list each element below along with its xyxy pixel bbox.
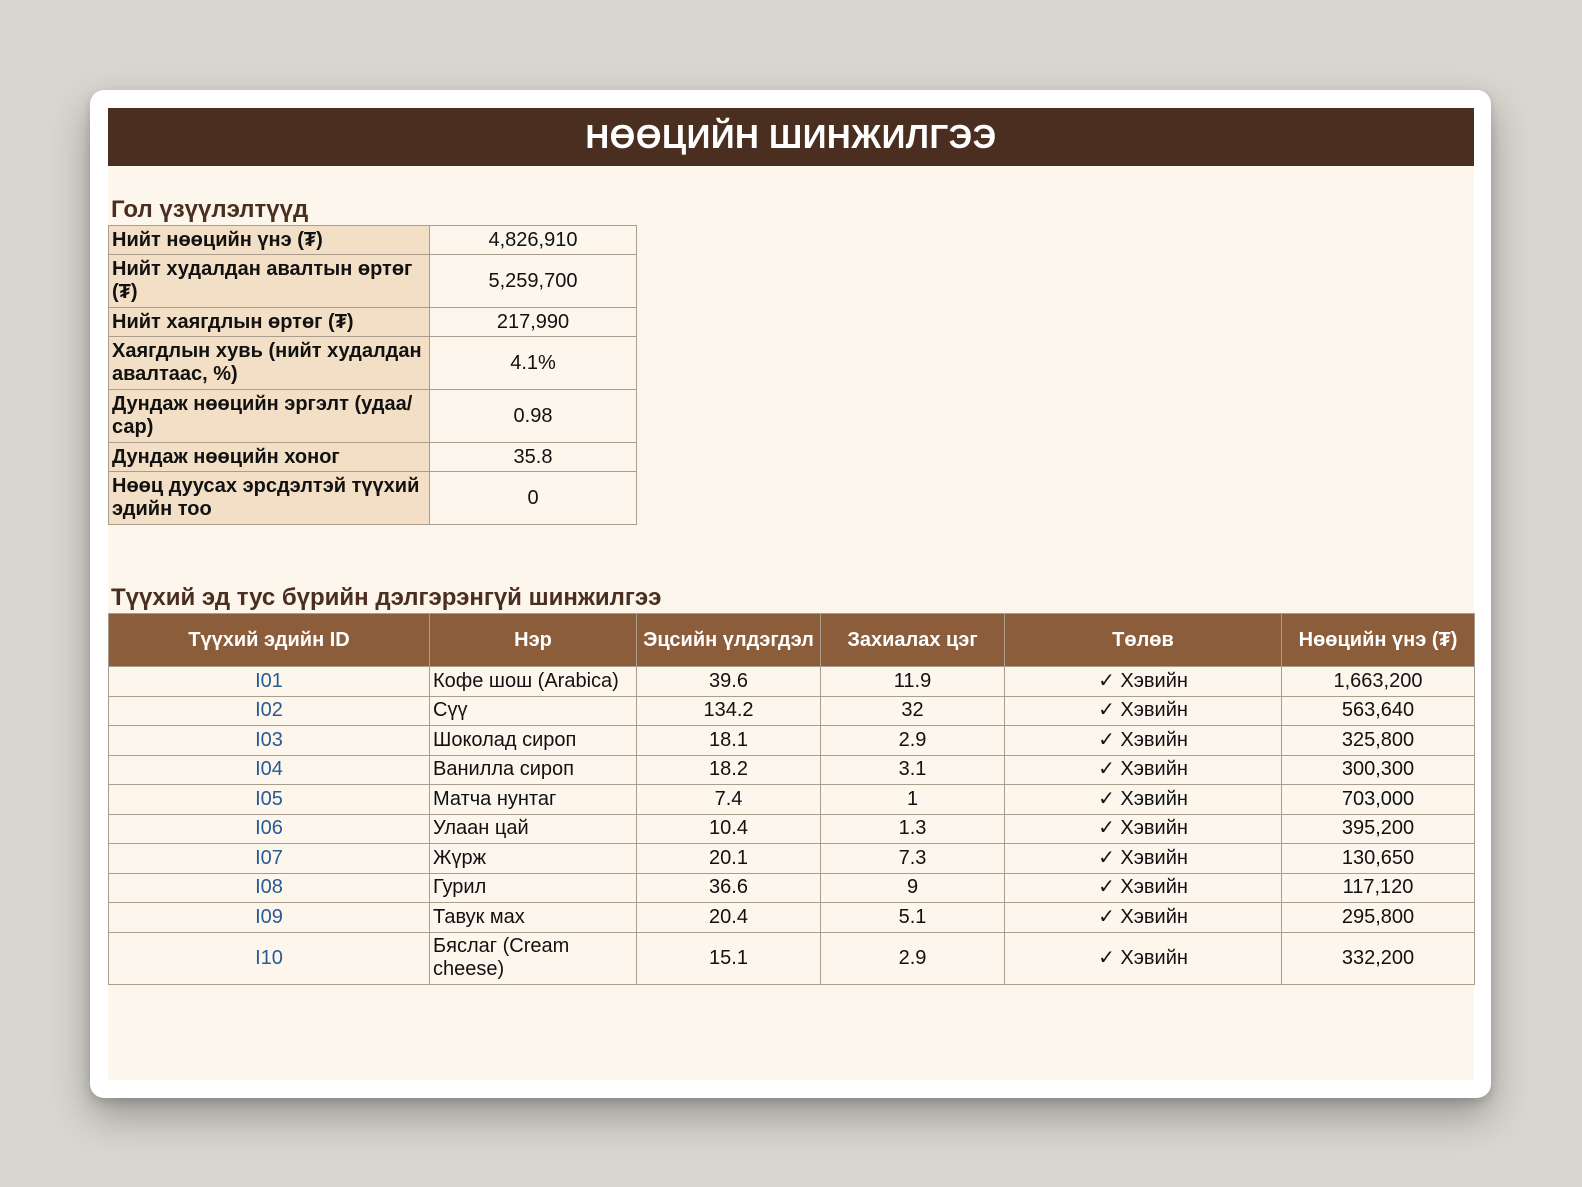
item-reorder-point[interactable]: 7.3 [821, 844, 1005, 874]
summary-row [109, 472, 637, 525]
item-id[interactable]: I03 [109, 726, 430, 756]
item-status[interactable]: ✓ Хэвийн [1005, 873, 1282, 903]
item-inventory-value[interactable]: 563,640 [1282, 696, 1475, 726]
summary-table [108, 225, 637, 525]
summary-label: Нийт нөөцийн үнэ (₮) [109, 226, 430, 255]
table-row [109, 785, 1475, 815]
item-id[interactable]: I05 [109, 785, 430, 815]
item-status[interactable]: ✓ Хэвийн [1005, 932, 1282, 984]
summary-row [109, 226, 637, 255]
table-row [109, 814, 1475, 844]
item-status[interactable]: ✓ Хэвийн [1005, 903, 1282, 933]
summary-row [109, 443, 637, 472]
column-header-id[interactable]: Түүхий эдийн ID [109, 614, 430, 667]
item-inventory-value[interactable]: 300,300 [1282, 755, 1475, 785]
item-reorder-point[interactable]: 2.9 [821, 932, 1005, 984]
detail-heading: Түүхий эд тус бүрийн дэлгэрэнгүй шинжилгээ [111, 584, 662, 611]
item-ending-balance[interactable]: 7.4 [637, 785, 821, 815]
item-ending-balance[interactable]: 10.4 [637, 814, 821, 844]
item-status[interactable]: ✓ Хэвийн [1005, 696, 1282, 726]
table-row [109, 873, 1475, 903]
item-reorder-point[interactable]: 2.9 [821, 726, 1005, 756]
table-row [109, 903, 1475, 933]
summary-value[interactable]: 0 [430, 472, 637, 525]
item-id[interactable]: I07 [109, 844, 430, 874]
item-id[interactable]: I06 [109, 814, 430, 844]
item-inventory-value[interactable]: 130,650 [1282, 844, 1475, 874]
item-inventory-value[interactable]: 295,800 [1282, 903, 1475, 933]
item-ending-balance[interactable]: 20.4 [637, 903, 821, 933]
item-ending-balance[interactable]: 134.2 [637, 696, 821, 726]
item-status[interactable]: ✓ Хэвийн [1005, 726, 1282, 756]
item-status[interactable]: ✓ Хэвийн [1005, 785, 1282, 815]
table-header-row [109, 614, 1475, 667]
item-inventory-value[interactable]: 325,800 [1282, 726, 1475, 756]
summary-label: Дундаж нөөцийн хоног [109, 443, 430, 472]
table-row [109, 696, 1475, 726]
item-name[interactable]: Бяслаг (Cream cheese) [430, 932, 637, 984]
summary-value[interactable]: 35.8 [430, 443, 637, 472]
item-reorder-point[interactable]: 1.3 [821, 814, 1005, 844]
page-title: НӨӨЦИЙН ШИНЖИЛГЭЭ [108, 108, 1474, 166]
summary-value[interactable]: 0.98 [430, 390, 637, 443]
item-status[interactable]: ✓ Хэвийн [1005, 814, 1282, 844]
table-row [109, 667, 1475, 697]
summary-label: Нийт хаягдлын өртөг (₮) [109, 308, 430, 337]
item-reorder-point[interactable]: 3.1 [821, 755, 1005, 785]
column-header-status[interactable]: Төлөв [1005, 614, 1282, 667]
item-status[interactable]: ✓ Хэвийн [1005, 844, 1282, 874]
item-name[interactable]: Ванилла сироп [430, 755, 637, 785]
item-ending-balance[interactable]: 39.6 [637, 667, 821, 697]
item-inventory-value[interactable]: 332,200 [1282, 932, 1475, 984]
item-id[interactable]: I10 [109, 932, 430, 984]
item-id[interactable]: I04 [109, 755, 430, 785]
item-status[interactable]: ✓ Хэвийн [1005, 667, 1282, 697]
item-name[interactable]: Тавук мах [430, 903, 637, 933]
item-id[interactable]: I02 [109, 696, 430, 726]
summary-row [109, 337, 637, 390]
item-ending-balance[interactable]: 20.1 [637, 844, 821, 874]
summary-value[interactable]: 4,826,910 [430, 226, 637, 255]
summary-label: Нийт худалдан авалтын өртөг (₮) [109, 255, 430, 308]
column-header-ending-balance[interactable]: Эцсийн үлдэгдэл [637, 614, 821, 667]
item-inventory-value[interactable]: 117,120 [1282, 873, 1475, 903]
item-reorder-point[interactable]: 5.1 [821, 903, 1005, 933]
item-reorder-point[interactable]: 32 [821, 696, 1005, 726]
summary-row [109, 308, 637, 337]
summary-row [109, 255, 637, 308]
item-name[interactable]: Сүү [430, 696, 637, 726]
item-reorder-point[interactable]: 9 [821, 873, 1005, 903]
item-status[interactable]: ✓ Хэвийн [1005, 755, 1282, 785]
item-reorder-point[interactable]: 1 [821, 785, 1005, 815]
summary-value[interactable]: 5,259,700 [430, 255, 637, 308]
item-name[interactable]: Гурил [430, 873, 637, 903]
summary-row [109, 390, 637, 443]
item-inventory-value[interactable]: 395,200 [1282, 814, 1475, 844]
summary-label: Дундаж нөөцийн эргэлт (удаа/сар) [109, 390, 430, 443]
summary-label: Хаягдлын хувь (нийт худалдан авалтаас, %) [109, 337, 430, 390]
item-ending-balance[interactable]: 15.1 [637, 932, 821, 984]
table-row [109, 932, 1475, 984]
item-ending-balance[interactable]: 36.6 [637, 873, 821, 903]
item-inventory-value[interactable]: 703,000 [1282, 785, 1475, 815]
table-row [109, 726, 1475, 756]
table-row [109, 755, 1475, 785]
column-header-inventory-value[interactable]: Нөөцийн үнэ (₮) [1282, 614, 1475, 667]
column-header-name[interactable]: Нэр [430, 614, 637, 667]
spreadsheet-page [108, 108, 1474, 1080]
item-ending-balance[interactable]: 18.2 [637, 755, 821, 785]
summary-label: Нөөц дуусах эрсдэлтэй түүхий эдийн тоо [109, 472, 430, 525]
item-reorder-point[interactable]: 11.9 [821, 667, 1005, 697]
item-name[interactable]: Шоколад сироп [430, 726, 637, 756]
column-header-reorder-point[interactable]: Захиалах цэг [821, 614, 1005, 667]
item-name[interactable]: Улаан цай [430, 814, 637, 844]
summary-value[interactable]: 217,990 [430, 308, 637, 337]
item-ending-balance[interactable]: 18.1 [637, 726, 821, 756]
summary-value[interactable]: 4.1% [430, 337, 637, 390]
item-id[interactable]: I01 [109, 667, 430, 697]
table-row [109, 844, 1475, 874]
summary-heading: Гол үзүүлэлтүүд [111, 196, 309, 223]
item-id[interactable]: I08 [109, 873, 430, 903]
detail-table [108, 613, 1475, 985]
item-name[interactable]: Матча нунтаг [430, 785, 637, 815]
item-name[interactable]: Жүрж [430, 844, 637, 874]
item-name[interactable]: Кофе шош (Arabica) [430, 667, 637, 697]
item-inventory-value[interactable]: 1,663,200 [1282, 667, 1475, 697]
item-id[interactable]: I09 [109, 903, 430, 933]
